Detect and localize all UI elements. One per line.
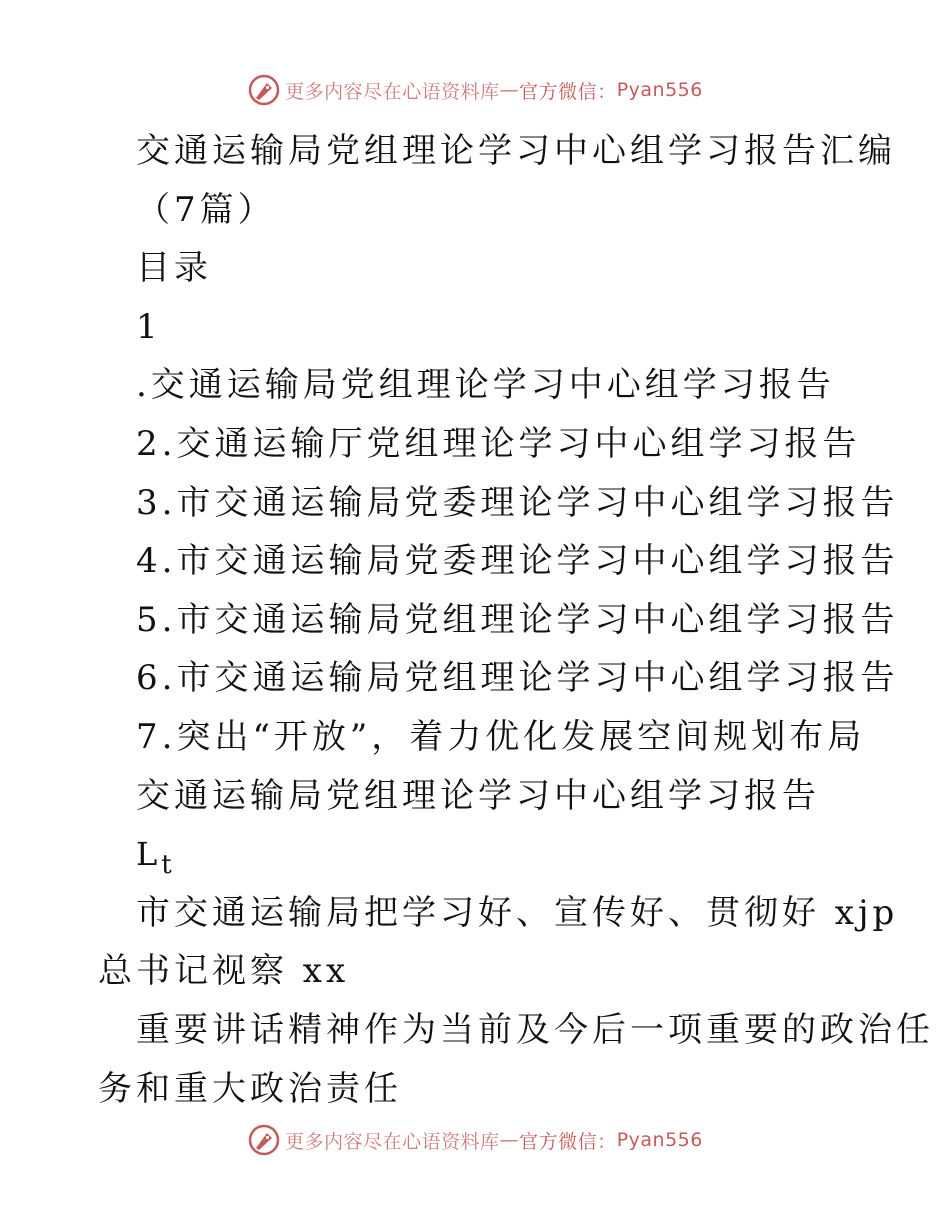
toc-item-7: 7.突出“开放”，着力优化发展空间规划布局 xyxy=(136,716,866,757)
section-mark-sub: t xyxy=(161,850,172,881)
toc-item-5: 5.市交通运输局党组理论学习中心组学习报告 xyxy=(136,599,899,640)
toc-item-3: 3.市交通运输局党委理论学习中心组学习报告 xyxy=(136,482,899,523)
toc-item-4: 4.市交通运输局党委理论学习中心组学习报告 xyxy=(136,541,899,582)
toc-item-1: .交通运输局党组理论学习中心组学习报告 xyxy=(136,365,835,406)
watermark-footer xyxy=(0,1120,950,1160)
body-line-2: 总书记视察 xx xyxy=(98,951,350,992)
watermark-wechat-id: Pyan556 xyxy=(616,79,703,101)
document-title-line-1: 交通运输局党组理论学习中心组学习报告汇编 xyxy=(136,131,896,171)
toc-item-2: 2.交通运输厅党组理论学习中心组学习报告 xyxy=(136,423,861,464)
body-line-4: 务和重大政治责任 xyxy=(98,1068,402,1109)
watermark-dash: — xyxy=(499,1129,520,1151)
toc-number-1: 1 xyxy=(136,306,162,347)
toc-heading: 目录 xyxy=(136,248,212,289)
section-mark-main: L xyxy=(136,835,162,874)
section-mark xyxy=(98,825,858,884)
watermark-wechat-id: Pyan556 xyxy=(616,1129,703,1151)
watermark-wechat-label: 官方微信： xyxy=(519,80,617,103)
watermark-main-text: 更多内容尽在心语资料库 xyxy=(285,80,500,103)
pen-nib-logo-icon xyxy=(247,73,281,107)
watermark-dash: — xyxy=(499,79,520,101)
document-body xyxy=(98,122,934,1118)
body-line-3: 重要讲话精神作为当前及今后一项重要的政治任 xyxy=(136,1009,934,1050)
body-line-1: 市交通运输局把学习好、宣传好、贯彻好 xjp xyxy=(136,892,899,933)
section-title: 交通运输局党组理论学习中心组学习报告 xyxy=(136,775,820,816)
pen-nib-logo-icon xyxy=(247,1123,281,1157)
watermark-header xyxy=(0,70,950,110)
toc-item-6: 6.市交通运输局党组理论学习中心组学习报告 xyxy=(136,658,899,699)
watermark-main-text: 更多内容尽在心语资料库 xyxy=(285,1130,500,1153)
watermark-wechat-label: 官方微信： xyxy=(519,1130,617,1153)
document-title-line-2: （7篇） xyxy=(136,189,276,230)
